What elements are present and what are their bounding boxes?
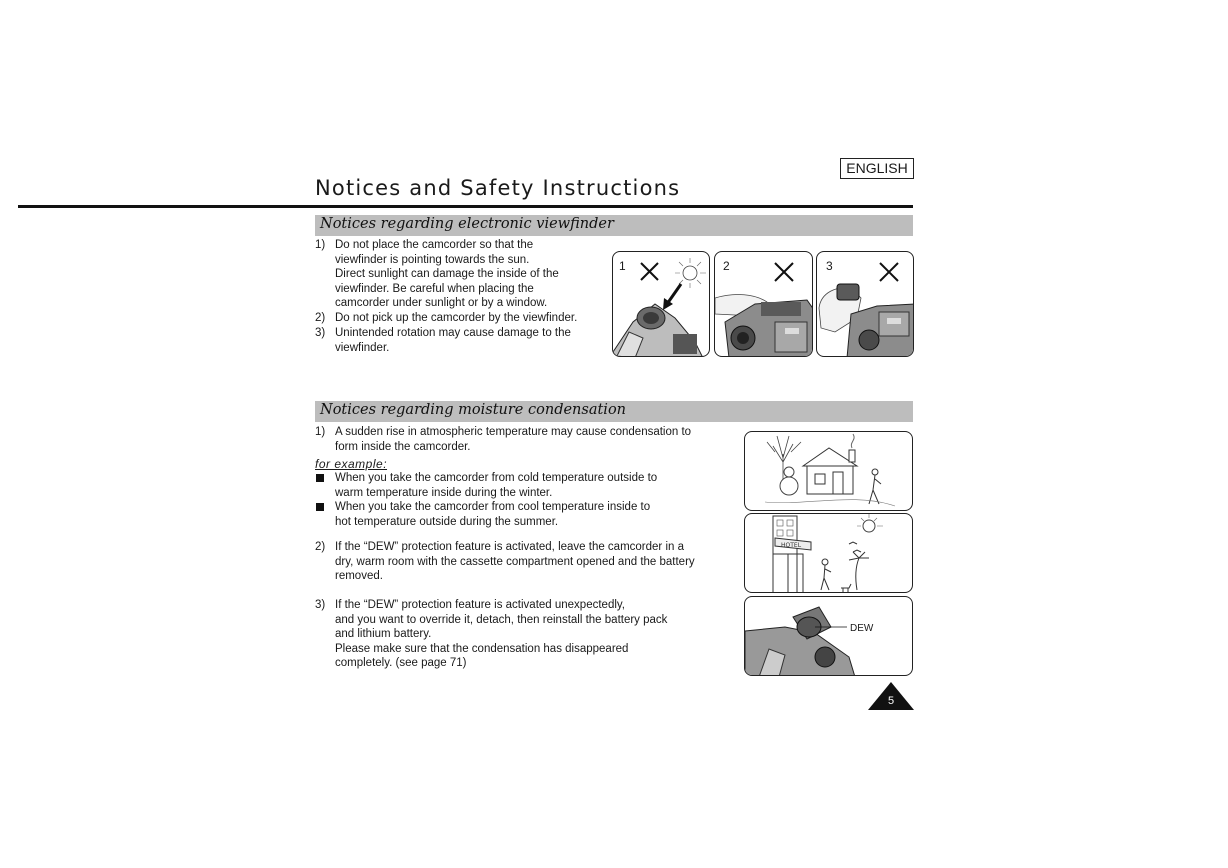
- item-line: hot temperature outside during the summer.: [335, 515, 559, 528]
- bullet-square-icon: [316, 503, 324, 511]
- item-line: If the “DEW” protection feature is activated, leave the camcorder in a: [335, 541, 684, 553]
- item-line: When you take the camcorder from cool temperature inside to: [335, 501, 651, 513]
- item-line: and lithium battery.: [335, 628, 432, 641]
- item-line: viewfinder. Be careful when placing the: [335, 282, 534, 295]
- moisture-heading-text: Notices regarding moisture condensation: [320, 402, 627, 418]
- dew-label: DEW: [850, 623, 874, 634]
- item-line: When you take the camcorder from cold temperature outside to: [335, 472, 658, 484]
- item-line: warm temperature inside during the winter.: [335, 486, 553, 499]
- bullet-square-icon: [316, 474, 324, 482]
- camcorder-sun-illustration: [612, 251, 710, 357]
- item-line: form inside the camcorder.: [335, 440, 471, 453]
- for-example-label: for example:: [315, 457, 388, 471]
- item-number: 1): [315, 426, 326, 438]
- winter-house-illustration: [744, 431, 913, 511]
- page-number: 5: [887, 695, 895, 707]
- item-line: Direct sunlight can damage the inside of the: [335, 268, 559, 281]
- item-line: If the “DEW” protection feature is activated unexpectedly,: [335, 599, 625, 611]
- item-number: 2): [315, 541, 326, 553]
- dew-indicator-illustration: [744, 596, 913, 676]
- hand-lifting-viewfinder-illustration: [714, 251, 813, 357]
- language-badge: ENGLISH: [840, 158, 914, 179]
- title-divider: [18, 205, 913, 208]
- illustration-number: 3: [826, 259, 833, 273]
- item-line: removed.: [335, 570, 383, 583]
- hand-rotating-viewfinder-illustration: [816, 251, 914, 357]
- item-line: Do not pick up the camcorder by the viewfinder.: [335, 312, 578, 324]
- item-line: Do not place the camcorder so that the: [335, 239, 534, 251]
- viewfinder-section-heading: [315, 215, 913, 236]
- item-line: camcorder under sunlight or by a window.: [335, 297, 548, 310]
- item-line: and you want to override it, detach, then reinstall the battery pack: [335, 613, 668, 626]
- illustration-number: 2: [723, 259, 730, 273]
- item-line: dry, warm room with the cassette compartment opened and the battery: [335, 555, 695, 568]
- item-line: A sudden rise in atmospheric temperature may cause condensation to: [335, 426, 692, 438]
- item-number: 2): [315, 312, 326, 324]
- viewfinder-heading-text: Notices regarding electronic viewfinder: [320, 216, 614, 232]
- item-line: viewfinder.: [335, 341, 390, 354]
- item-line: viewfinder is pointing towards the sun.: [335, 253, 530, 266]
- item-number: 1): [315, 239, 326, 251]
- summer-hotel-illustration: [744, 513, 913, 593]
- svg-text:HOTEL: HOTEL: [781, 542, 802, 549]
- item-line: completely. (see page 71): [335, 657, 467, 670]
- item-number: 3): [315, 599, 326, 611]
- illustration-number: 1: [619, 259, 626, 273]
- page-number-badge: [868, 682, 914, 710]
- item-number: 3): [315, 327, 326, 339]
- item-line: Please make sure that the condensation has disappeared: [335, 642, 629, 655]
- item-line: Unintended rotation may cause damage to the: [335, 327, 571, 339]
- moisture-section-heading: [315, 401, 913, 422]
- page-title: Notices and Safety Instructions: [315, 176, 681, 200]
